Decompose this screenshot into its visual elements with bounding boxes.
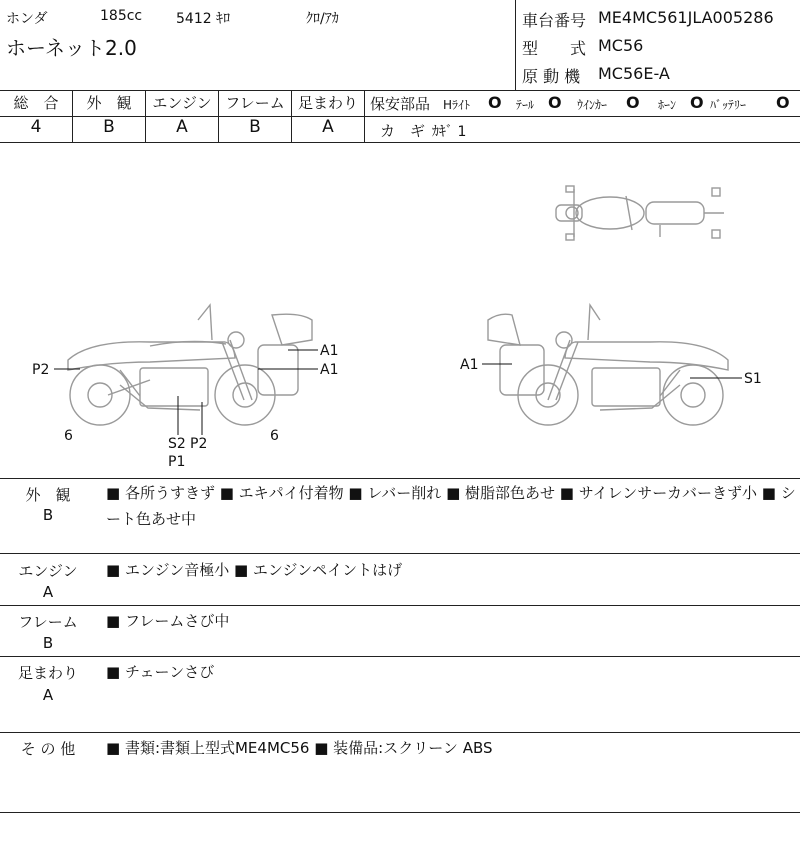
grade-header-overall: 総 合: [13, 94, 59, 112]
section-frame-grade: B: [42, 634, 54, 652]
safety-horn-label: ﾎｰﾝ: [658, 98, 677, 112]
header-divider: [515, 0, 516, 90]
rule: [0, 553, 800, 554]
engine-label: 原 動 機: [522, 67, 581, 86]
section-suspension-text: ■ チェーンさび: [106, 663, 215, 681]
section-engine-text: ■ エンジン音極小 ■ エンジンペイントはげ: [106, 561, 403, 579]
section-exterior-text: ■ 各所うすきず ■ エキパイ付着物 ■ レバー削れ ■ 樹脂部色あせ ■ サイレンサーカバーきず小 ■ シート色あせ中: [106, 484, 796, 528]
section-frame-text: ■ フレームさび中: [106, 612, 230, 630]
frame-no-value: ME4MC561JLA005286: [598, 8, 774, 27]
safety-headlight-label: Hﾗｲﾄ: [443, 98, 471, 112]
mileage: 5412 ｷﾛ: [176, 11, 231, 27]
key-value: ｶｷﾞ 1: [432, 124, 467, 140]
frame-no-label: 車台番号: [522, 11, 587, 30]
safety-battery-label: ﾊﾞｯﾃﾘｰ: [710, 98, 747, 112]
rule: [0, 478, 800, 479]
grade-exterior: B: [103, 117, 115, 137]
bike-top-view: [556, 186, 724, 240]
section-suspension-label: 足まわり: [17, 664, 78, 682]
grade-header-exterior: 外 観: [86, 94, 132, 112]
safety-tail-status: O: [548, 93, 562, 112]
section-exterior-label: 外 観: [25, 486, 71, 504]
grade-header-suspension: 足まわり: [297, 94, 358, 112]
mark-left-p2: P2: [190, 436, 208, 452]
grade-suspension: A: [322, 117, 334, 137]
maker: ホンダ: [6, 11, 48, 27]
displacement: 185cc: [100, 8, 143, 24]
rule: [0, 732, 800, 733]
engine-value: MC56E-A: [598, 64, 670, 83]
grade-engine: A: [176, 117, 188, 137]
safety-winker-status: O: [626, 93, 640, 112]
bike-left-view: [68, 305, 312, 425]
safety-battery-status: O: [776, 93, 790, 112]
section-engine-label: エンジン: [18, 562, 78, 580]
section-engine-grade: A: [42, 583, 54, 601]
mark-left-p1: P1: [168, 454, 186, 470]
grade-header-engine: エンジン: [152, 94, 212, 112]
rule: [0, 90, 800, 91]
section-other-text: ■ 書類:書類上型式ME4MC56 ■ 装備品:スクリーン ABS: [106, 739, 493, 757]
safety-winker-label: ｳｲﾝｶｰ: [577, 98, 608, 112]
section-suspension-grade: A: [42, 686, 54, 704]
bike-right-view: [488, 305, 728, 425]
section-frame-label: フレーム: [18, 613, 78, 631]
grade-frame: B: [249, 117, 261, 137]
color: ｸﾛ/ｱｶ: [306, 11, 339, 27]
mark-left-a1-lower: A1: [320, 362, 339, 378]
grade-overall: 4: [30, 117, 42, 137]
grade-header-frame: フレーム: [225, 94, 285, 112]
rule: [0, 812, 800, 813]
rule: [0, 605, 800, 606]
type-label: 型 式: [522, 39, 587, 58]
type-value: MC56: [598, 36, 644, 55]
safety-title: 保安部品: [370, 95, 431, 113]
mark-left-s2: S2: [168, 436, 186, 452]
mark-left-rear-tire: 6: [64, 428, 73, 444]
model-name: ホーネット2.0: [6, 36, 137, 60]
mark-left-a1-upper: A1: [320, 343, 339, 359]
safety-horn-status: O: [690, 93, 704, 112]
section-exterior-grade: B: [42, 506, 54, 524]
key-label: カ ギ: [380, 122, 426, 140]
mark-right-s1: S1: [744, 371, 762, 387]
safety-headlight-status: O: [488, 93, 502, 112]
mark-left-p2-rear: P2: [32, 362, 50, 378]
damage-diagram: [0, 143, 800, 478]
section-other-label: そ の 他: [20, 740, 76, 758]
mark-right-a1: A1: [460, 357, 479, 373]
rule: [0, 656, 800, 657]
rule: [0, 116, 800, 117]
safety-tail-label: ﾃｰﾙ: [516, 98, 535, 112]
mark-left-front-tire: 6: [270, 428, 279, 444]
